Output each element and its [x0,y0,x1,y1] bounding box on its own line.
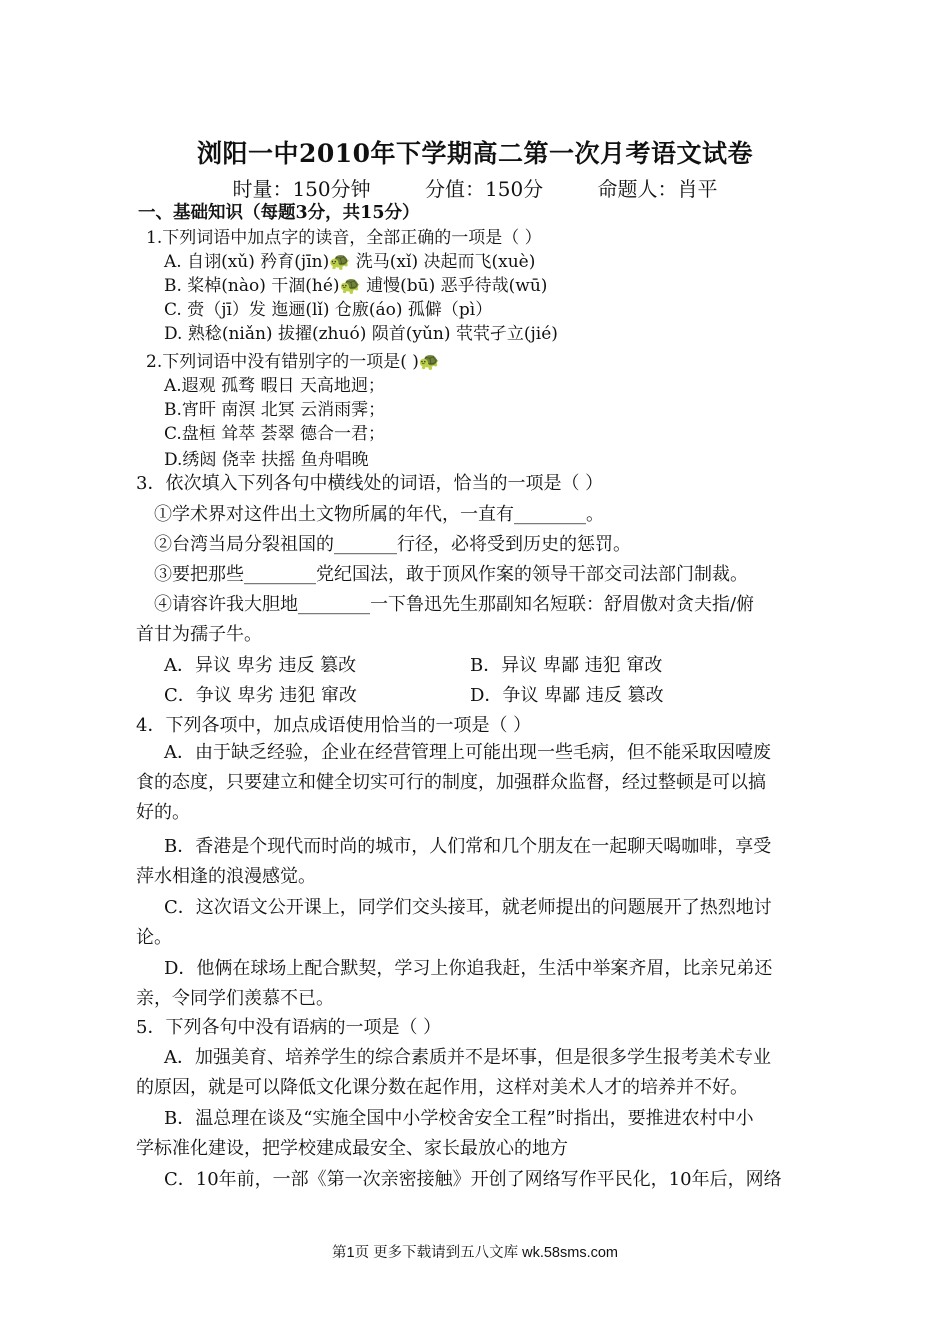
q3-sentence-3: ③要把那些________党纪国法，敢于顶风作案的领导干部交司法部门制裁。 [154,564,748,585]
total-score: 分值：150分 [425,177,544,201]
q2-stem: 2.下列词语中没有错别字的一项是( )🐢 [146,352,441,372]
q3-option-d: D．争议 卑鄙 违反 篡改 [470,685,664,706]
q3-sentence-1: ①学术界对这件出土文物所属的年代，一直有________。 [154,504,604,525]
q4-option-c-line2: 论。 [136,927,172,948]
exam-meta [0,173,950,202]
q4-option-b-line2: 萍水相逢的浪漫感觉。 [136,866,316,887]
q3-stem: 3．依次填入下列各句中横线处的词语，恰当的一项是（ ） [136,473,604,494]
q4-option-d-line2: 亲，令同学们羡慕不已。 [136,988,334,1009]
q2-option-a: A.遐观 孤骛 暇日 天高地迥； [164,376,385,396]
q4-option-b-line1: B．香港是个现代而时尚的城市，人们常和几个朋友在一起聊天喝咖啡，享受 [164,836,772,857]
q4-option-a-line1: A．由于缺乏经验，企业在经营管理上可能出现一些毛病，但不能采取因噎废 [164,742,771,763]
q3-option-b: B．异议 卑鄙 违犯 窜改 [470,655,663,676]
q4-option-a-line2: 食的态度，只要建立和健全切实可行的制度，加强群众监督，经过整顿是可以搞 [136,772,766,793]
q3-sentence-2: ②台湾当局分裂祖国的_______行径，必将受到历史的惩罚。 [154,534,631,555]
section-heading: 一、基础知识（每题3分，共15分） [138,203,420,223]
q4-stem: 4．下列各项中，加点成语使用恰当的一项是（ ） [136,715,532,736]
q5-stem: 5．下列各句中没有语病的一项是（ ） [136,1017,442,1038]
q5-option-b-line2: 学标准化建设，把学校建成最安全、家长最放心的地方 [136,1138,568,1159]
q1-option-c: C. 赍（jī）发 迤逦(lǐ) 仓廒(áo) 孤僻（pì） [164,300,493,320]
exam-title: 浏阳一中2010年下学期高二第一次月考语文试卷 [196,139,754,168]
q3-sentence-4b: 首甘为孺子牛。 [136,624,262,645]
q3-sentence-4a: ④请容许我大胆地________一下鲁迅先生那副知名短联：舒眉傲对贪夫指/俯 [154,594,755,615]
q1-option-a: A. 自诩(xǔ) 矜育(jīn)🐢 洗马(xǐ) 决起而飞(xuè) [164,252,536,272]
author: 命题人：肖平 [597,177,718,201]
q4-option-d-line1: D．他俩在球场上配合默契，学习上你追我赶，生活中举案齐眉，比亲兄弟还 [164,958,773,979]
q5-option-a-line2: 的原因，就是可以降低文化课分数在起作用，这样对美术人才的培养并不好。 [136,1077,748,1098]
q3-option-c: C．争议 卑劣 违犯 窜改 [164,685,357,706]
q1-option-d: D. 熟稔(niǎn) 拔擢(zhuó) 陨首(yǔn) 茕茕孑立(jié) [164,324,558,344]
q1-option-b: B. 桨棹(nào) 干涸(hé)🐢 逋慢(bū) 恶乎待哉(wū) [164,276,548,296]
q4-option-a-line3: 好的。 [136,802,190,823]
q2-option-b: B.宵旰 南溟 北冥 云消雨霁； [164,400,386,420]
q5-option-b-line1: B．温总理在谈及“实施全国中小学校舍安全工程”时指出，要推进农村中小 [164,1108,754,1129]
q1-stem: 1.下列词语中加点字的读音，全部正确的一项是（ ） [146,228,542,248]
q5-option-c-line1: C．10年前，一部《第一次亲密接触》开创了网络写作平民化，10年后，网络 [164,1169,782,1190]
q5-option-a-line1: A．加强美育、培养学生的综合素质并不是坏事，但是很多学生报考美术专业 [164,1047,771,1068]
q2-option-d: D.绣闼 侥幸 扶摇 鱼舟唱晚 [164,450,369,470]
q4-option-c-line1: C．这次语文公开课上，同学们交头接耳，就老师提出的问题展开了热烈地讨 [164,897,772,918]
time-limit: 时量：150分钟 [232,177,371,201]
q2-option-c: C.盘桓 耸萃 荟翠 德合一君； [164,424,386,444]
q3-option-a: A．异议 卑劣 违反 篡改 [164,655,357,676]
page-footer: 第1页 更多下载请到五八文库 wk.58sms.com [332,1245,618,1261]
